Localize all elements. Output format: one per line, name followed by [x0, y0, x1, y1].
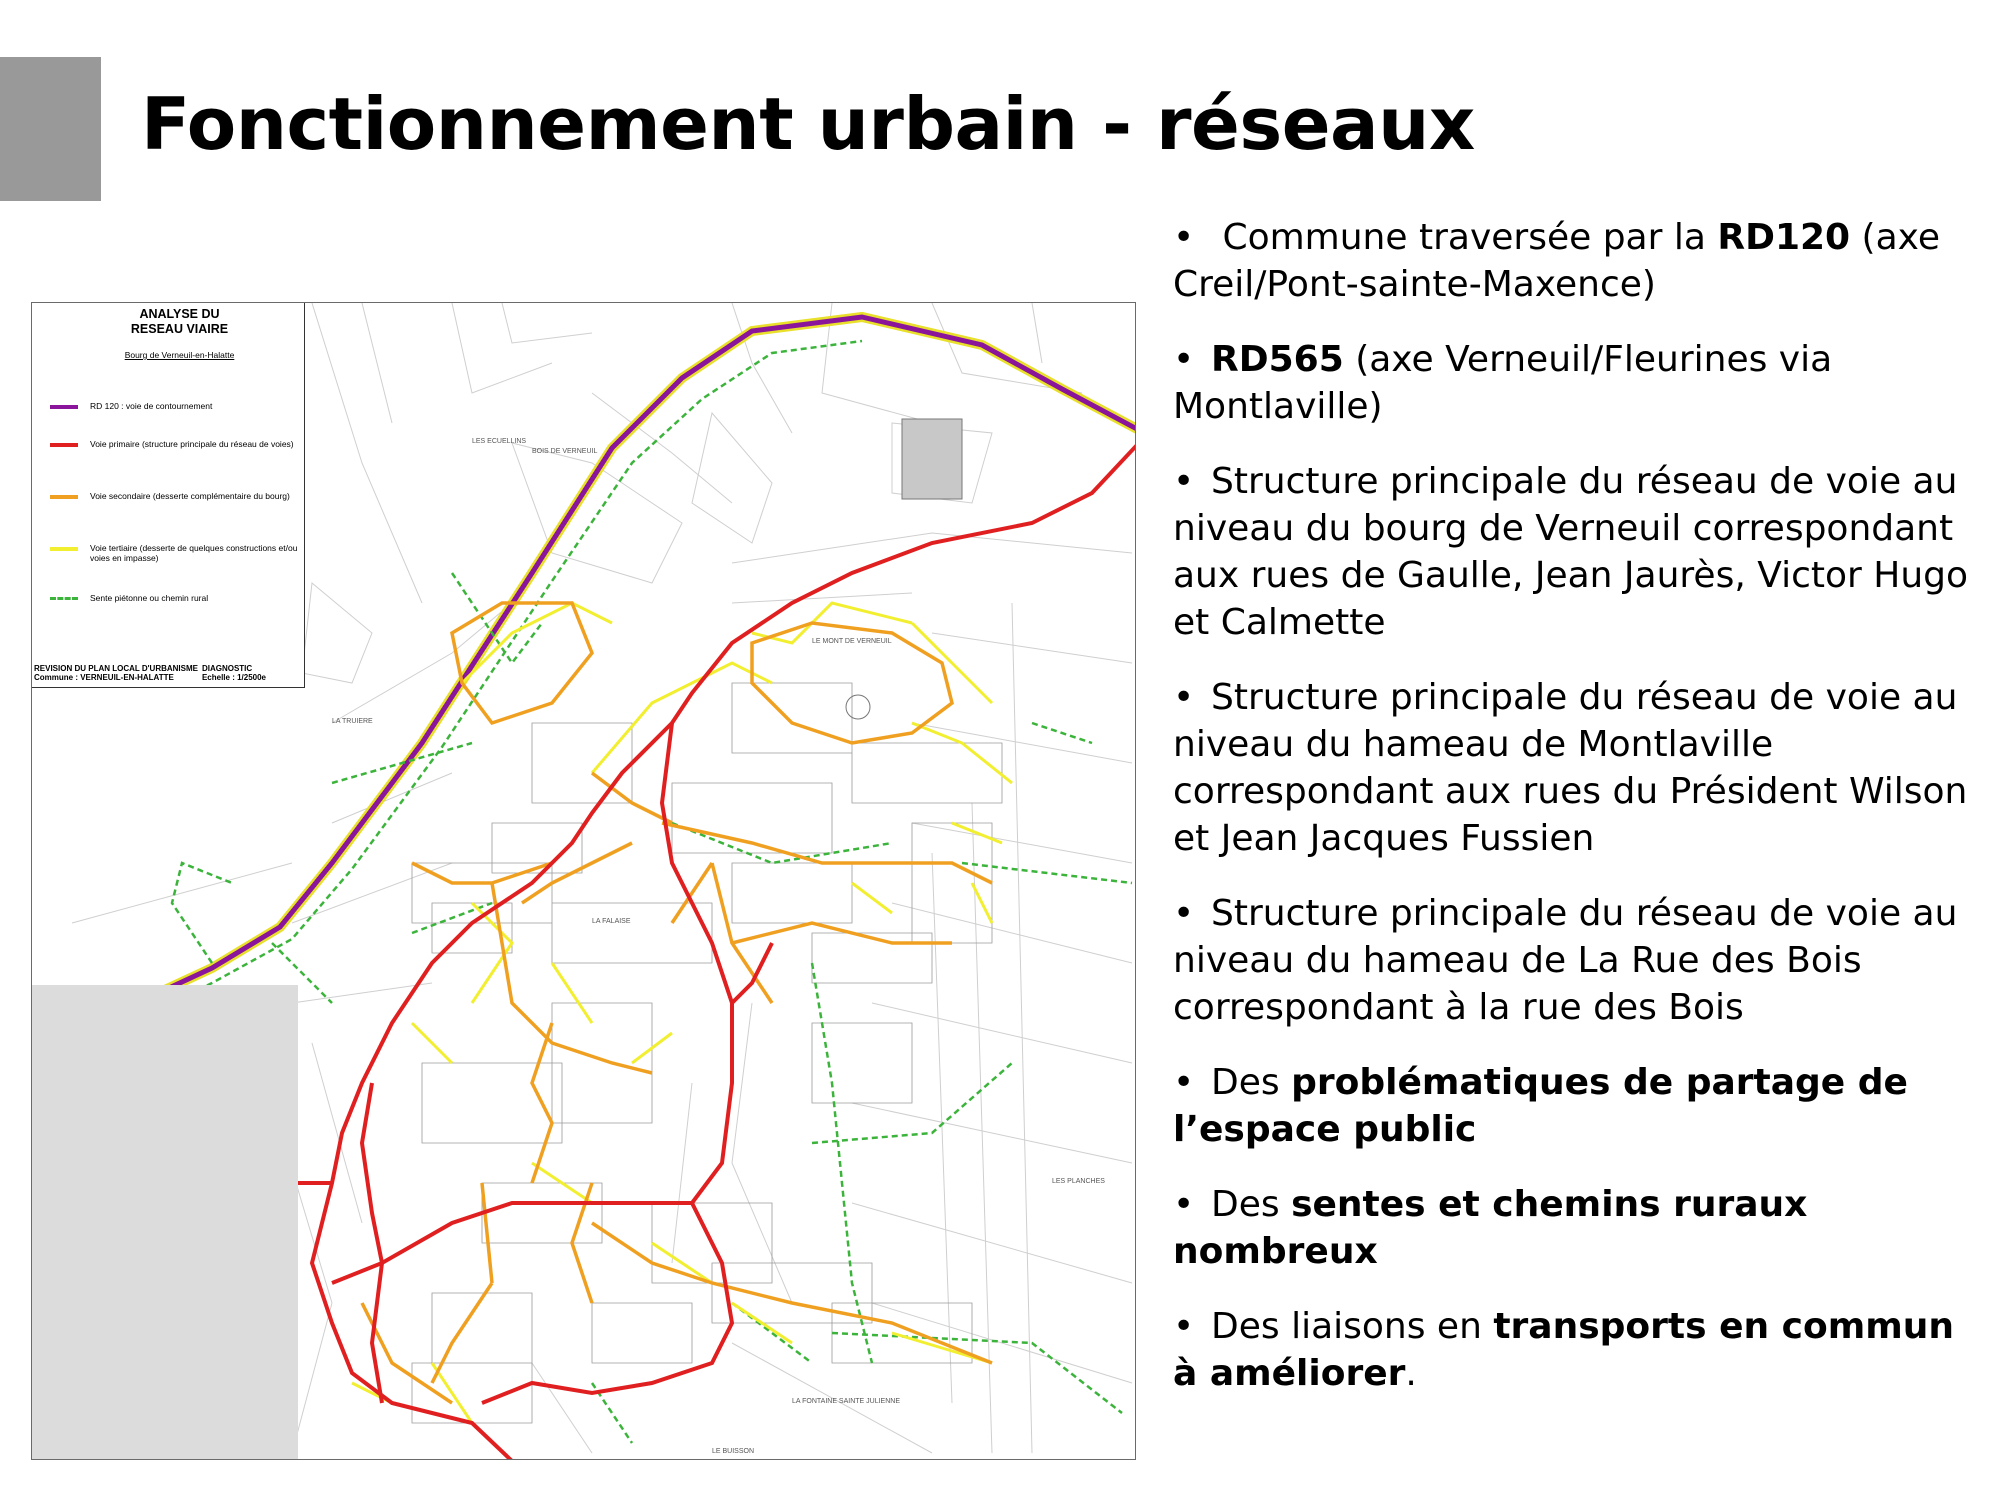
bullet-text: Structure principale du réseau de voie au niveau du hameau de La Rue des Bois correspondant à la rue des Bois: [1173, 893, 1958, 1028]
legend-swatch: [50, 547, 78, 551]
bullet-item: [1173, 674, 1973, 862]
legend-footer-line: REVISION DU PLAN LOCAL D'URBANISME: [34, 664, 198, 673]
legend-swatch: [50, 495, 78, 499]
title-accent-square: [0, 57, 101, 201]
bullet-dot: •: [1173, 1306, 1195, 1347]
legend-footer-line: Commune : VERNEUIL-EN-HALATTE: [34, 672, 174, 682]
place-label: LE MONT DE VERNEUIL: [812, 638, 892, 645]
bullet-dot: •: [1173, 339, 1195, 380]
bullet-item: [1173, 1181, 1973, 1275]
legend-title-line: RESEAU VIAIRE: [130, 322, 229, 336]
bullet-text: Commune traversée par la: [1211, 217, 1718, 258]
legend-subtitle: Bourg de Verneuil-en-Halatte: [124, 350, 235, 360]
bullet-text: Des: [1211, 1062, 1292, 1103]
bullet-text-bold: RD120: [1717, 217, 1851, 258]
place-label: LA TRUIERE: [332, 718, 373, 725]
legend-label: Voie secondaire (desserte complémentaire du bourg): [90, 491, 290, 501]
bullet-text: Structure principale du réseau de voie au niveau du hameau de Montlaville correspondant aux rues du Président Wilson et Jean Jacques Fussien: [1173, 677, 1968, 859]
legend-swatch: [50, 405, 78, 409]
legend-label: Voie tertiaire (desserte de quelques constructions et/ou voies en impasse): [90, 543, 298, 563]
legend-footer-line: Echelle : 1/2500e: [201, 672, 266, 682]
building-blocks: [412, 683, 1002, 1423]
road-network-map: [31, 302, 1136, 1460]
legend-footer-right: [202, 665, 266, 682]
bullet-text: Des: [1211, 1184, 1292, 1225]
bullet-list: [1173, 214, 1973, 1425]
bullet-text: (axe Creil/Pont-sainte-Maxence): [1173, 217, 1941, 305]
place-label: LA FALAISE: [592, 918, 631, 925]
bullet-text: (axe Verneuil/Fleurines via Montlaville): [1173, 339, 1833, 427]
legend-swatch: [50, 597, 78, 600]
bullet-dot: •: [1173, 1184, 1195, 1225]
place-label: BOIS DE VERNEUIL: [532, 448, 598, 455]
bullet-item: [1173, 1059, 1973, 1153]
roundabout: [846, 695, 870, 719]
bullet-dot: •: [1173, 217, 1195, 258]
bullet-item: [1173, 336, 1973, 430]
bullet-text: .: [1405, 1353, 1417, 1394]
bullet-text-bold: transports en commun à améliorer: [1173, 1306, 1955, 1394]
industrial-building: [902, 419, 962, 499]
tertiary-roads: [212, 603, 1012, 1423]
bullet-item: [1173, 458, 1973, 646]
legend-label: Voie primaire (structure principale du réseau de voies): [90, 439, 294, 449]
bullet-text-bold: sentes et chemins ruraux nombreux: [1173, 1184, 1808, 1272]
legend-footer-line: DIAGNOSTIC: [201, 664, 253, 673]
legend-footer: [34, 665, 302, 682]
place-label: LE BUISSON: [712, 1448, 755, 1455]
bullet-dot: •: [1173, 461, 1195, 502]
bullet-text: Des liaisons en: [1211, 1306, 1494, 1347]
map-legend: [32, 303, 305, 688]
slide-title: Fonctionnement urbain - réseaux: [141, 82, 1475, 166]
bullet-text-bold: problématiques de partage de l’espace public: [1173, 1062, 1908, 1150]
place-label: LA FONTAINE SAINTE JULIENNE: [792, 1398, 901, 1405]
bullet-dot: •: [1173, 1062, 1195, 1103]
bullet-dot: •: [1173, 893, 1195, 934]
bullet-text-bold: RD565: [1211, 339, 1344, 380]
legend-title-line: ANALYSE DU: [139, 307, 220, 321]
bullet-dot: •: [1173, 677, 1195, 718]
legend-swatch: [50, 443, 78, 447]
place-label: LES ECUELLINS: [472, 438, 527, 445]
bullet-text: Structure principale du réseau de voie au niveau du bourg de Verneuil correspondant aux rues de Gaulle, Jean Jaurès, Victor Hugo et Calmette: [1173, 461, 1969, 643]
legend-label: RD 120 : voie de contournement: [90, 401, 213, 411]
legend-label: Sente piétonne ou chemin rural: [90, 593, 209, 603]
blank-inset: [32, 985, 298, 1460]
bullet-item: [1173, 1303, 1973, 1397]
legend-title: [92, 307, 267, 337]
place-label: LES PLANCHES: [1052, 1178, 1105, 1185]
bullet-item: [1173, 890, 1973, 1031]
bullet-item: [1173, 214, 1973, 308]
